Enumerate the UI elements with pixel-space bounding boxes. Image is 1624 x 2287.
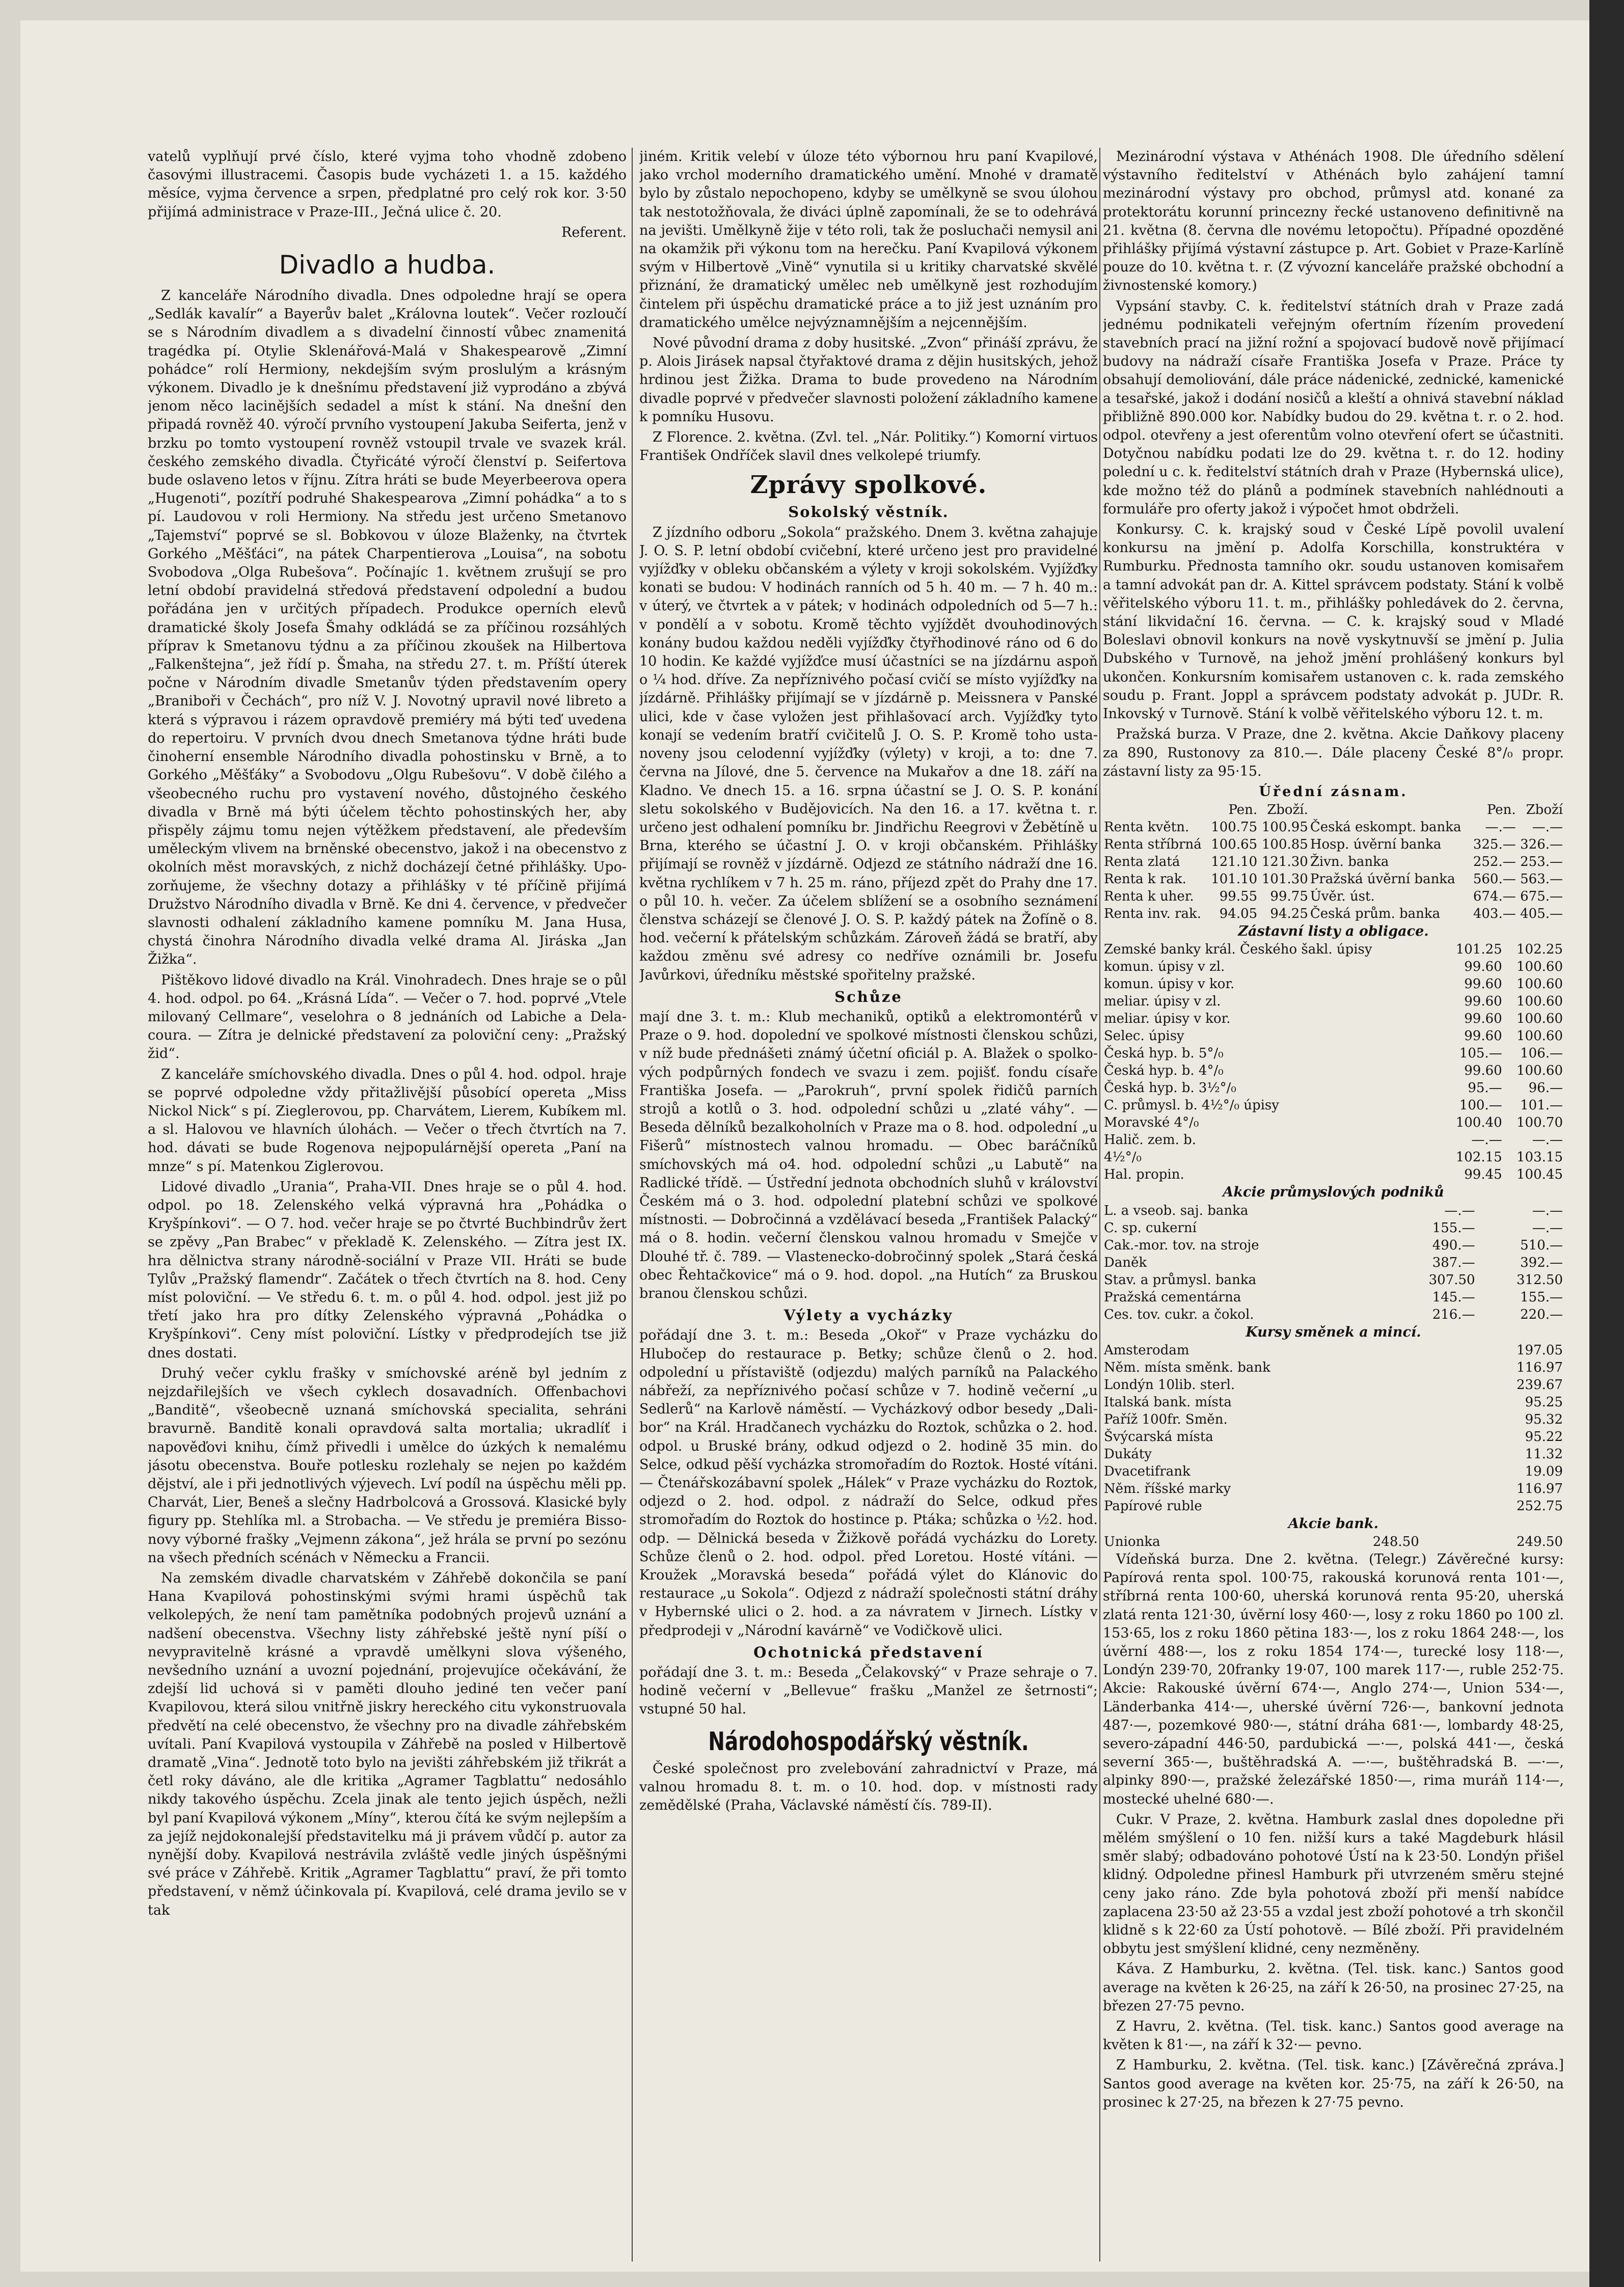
row-label: Úvěr. úst. (1310, 889, 1375, 905)
section-heading-economy: Národohospodářský věstník. (708, 1726, 1029, 1756)
row-label: Moravské 4°/₀ (1104, 1115, 1199, 1131)
table-row (1103, 1271, 1564, 1289)
row-label: Zemské banky král. Českého šakl. úpisy (1104, 942, 1372, 958)
row-value: 101.— (1520, 1098, 1563, 1113)
column-rule (1099, 148, 1100, 2262)
table-row (1103, 1376, 1564, 1394)
row-label: C. sp. cukerní (1104, 1220, 1197, 1236)
row-value: 100.75 (1211, 820, 1258, 835)
article-paragraph: Z kanceláře Národního divadla. Dnes odpoledne hrají se opera „Sedlák kavalír“ a Bayerův balet „Královna loutek“. Večer rozloučí se s Národním divadlem a s divadelní činností vůbec znamenitá tragédka pí. Otylie Sklenářová-Malá v Shakespearově „Zimní pohádce“ rolí Hermiony, nekdejším svým proslulým a krásným výkonem. Divadlo je k dnešnímu představení již vyprodáno a zbývá jenom něco lacinějších sedadel a míst k stání. Na dnešní den připadá rovněž 40. výročí prvního vystoupení Jakuba Seiferta, jenž v brzku po tomto vystoupení rovněž vstoupil trvale ve svazek král. českého zemského divadla. Čtyřicáté výročí členství p. Seifertova bude oslaveno letos v říjnu. Zítra hráti se bude Meyerbeerova opera „Hugenoti“, pozítří podruhé Shakespearova „Zimní pohádka“ a to s pí. Laudovou v roli Hermiony. Na středu jest určeno Smetanovo „Tajemství“ poprvé se sl. Bobkovou v úloze Blaženky, na čtvrtek Gorkého „Měšťáci“, na pátek Charpentierova „Louisa“, na sobotu Svobodova „Olga Rubešova“. Počínajíc 1. květnem zrušují se pro letní období pravidelná středová představení odpolední a budou pořádána jen v určitých případech. Produkce operních elevů dramatické školy Josefa Šmahy odkládá se za příčinou rozsáhlých příprav k Smetanovu týdnu a za příčinou zkoušek na Hilbertova „Falkenštejna“, jež řídí p. Šmaha, na středu 27. t. m. Příští úterek počne v Národním divadle Smetanův týden představením opery „Braniboři v Čechách“, pro níž V. J. Novotný upravil nové libreto a která s výpravou i rázem opravdově premiéry má býti teď uvedena do repertoiru. V prvních dvou dnech Smetanova týdne hráti bude činoherní ensemble Národního divadla pohostinsku v Brně, a to Gorkého „Měšťáky“ a Svobodovu „Olgu Rubešovu“. V době čilého a všeobecného ruchu pro vystavení nového, důstojného českého divadla v Brně má býti účelem těchto pohostinských her, aby přispěly zájmu tomu nejen výtěžkem představení, ale především uměleckým vlivem na brněnské obecenstvo, jakož i na obecenstvo z okolních měst moravských, z nichž docházejí četné přihlášky. Upozorňujeme, že všechny dotazy a přihlášky v té příčině přijímá Družstvo Národního divadla v Brně. Ke dni 4. července, v předvečer slavnosti odhalení základního kamene pomníku M. Jana Husa, chystá činohra Národního divadla velké drama Al. Jiráska „Jan Žižka“. (148, 288, 627, 968)
row-value: 99.55 (1219, 889, 1258, 905)
row-value: 105.— (1459, 1046, 1502, 1061)
row-label: Renta k uher. (1104, 889, 1194, 905)
row-label: Něm. místa směnk. bank (1104, 1359, 1270, 1375)
row-value: 252.75 (1517, 1498, 1563, 1514)
row-value: 674.— (1473, 889, 1516, 905)
row-label: Pražská úvěrní banka (1310, 872, 1455, 887)
row-value: 325.— (1473, 837, 1516, 853)
row-label: Živn. banka (1310, 854, 1389, 870)
article-paragraph: Pištěkovo lidové divadlo na Král. Vinohradech. Dnes hraje se o půl 4. hod. odpol. po 64. „Krásná Lída“. — Večer o 7. hod. poprvé „Vtele milovaný Cellmare“, veselohra o 8 jednáních od Labiche a Delacoura. — Zítra je delnické představení za poloviční ceny: „Pražský žid“. (148, 972, 627, 1062)
industrial-shares-body (1103, 1202, 1564, 1323)
row-value: 95.— (1468, 1080, 1502, 1096)
bank-shares-table (1103, 1533, 1564, 1550)
subheading-meetings: Schůze (834, 988, 903, 1005)
subheading-sokol: Sokolský věstník. (788, 503, 949, 521)
row-value: 100.70 (1517, 1115, 1563, 1131)
article-paragraph: jiném. Kritik velebí v úloze této výbornou hru paní Kvapilové, jako vrchol moderního dramatického umění. Mnohé v dramatě bylo by zůstalo nepochopeno, kdyby se umělkyně se svou úlohou tak nestotožňovala, že diváci úplně zapomínali, že se to odehrává na jevišti. Umělkyně žije v této roli, tak že posluchači nemysil ani na okamžik při výkonu tom na herečku. Paní Kvapilová výkonem svým v Hilbertově „Vině“ vynutila si u kritiky charvatské skvělé přiznání, že dramatický umělec neb umělkyně jest rozhodujím čintelem při úspěchu dramatické práce a to již jest uznáním pro dramatického umělce nejvýznamnějším a nejcennějším. (639, 149, 1098, 331)
row-value: 253.— (1520, 854, 1563, 870)
table-row (1103, 870, 1564, 888)
table-row (1103, 1533, 1564, 1550)
row-value: 100.60 (1517, 976, 1563, 992)
row-value: 11.32 (1525, 1446, 1563, 1462)
article-paragraph: Z jízdního odboru „Sokola“ pražského. Dnem 3. května zahajuje J. O. S. P. letní období cvičební, které určeno jest pro pravidelné vyjížďky v obleku občanském a výlety v kroji sokolském. Vyjížďky konati se budou: V hodinách ranních od 5 h. 40 m. — 7 h. 40 m.: v úterý, ve čtvrtek a v pátek; v hodinách odpoledních od 5—7 h.: v pondělí a v sobotu. Kromě těchto vyjíždět dvouhodinových konány budou každou neděli vyjížďky čtyřhodinové ráno od 6 do 10 hodin. Ke každé vyjížďce musí účastníci se na jízdárnu aspoň o ¼ hod. dříve. Za nepříznivého počasí cvičí se místo vyjížďky na jízdárně. Přihlášky přijímají se v jízdárně p. Meissnera v Panské ulici, kde v čase vyložen jest přihlašovací arch. Vyjížďky tyto konají se vedením bratří cvičitelů J. O. S. P. Kromě toho ustanoveny jsou celodenní vyjížďky (výlety) v kroji, a to: dne 7. června na Jílové, dne 5. července na Mukařov a dne 18. září na Kladno. Ve dnech 15. a 16. srpna účastní se J. O. S. P. konání sletu sokolského v Budějovicích. Na den 16. a 17. května t. r. určeno jest odhalení pomníku br. Jindřichu Reegrovi v Žebětíně u Brna, kterého se účastní J. O. v kroji občanském. Přihlášky přijímají se rovněž v jízdárně. Odjezd ze státního nádraží dne 16. května rychlíkem v 7 h. 25 m. ráno, příjezd zpět do Prahy dne 17. o půl 10. h. večer. Za účelem sblížení se a osobního seznámení členstva scházejí se členové J. O. S. P. každý pátek na Žofíně o 8. hod. večerní k přátelským schůzkám. Zároveň žádá se bratří, aby každou změnu své adresy co nedříve oznámili br. Josefu Javůrkovi, úředníku městské spořitelny pražské. (639, 524, 1098, 983)
intro-signature: Referent. (561, 224, 627, 240)
row-value: 405.— (1520, 906, 1563, 922)
table-row (1103, 888, 1564, 905)
row-label: Česká prům. banka (1310, 906, 1441, 922)
table-row (1103, 1411, 1564, 1428)
row-value: 121.30 (1261, 854, 1308, 870)
table-row (1103, 1097, 1564, 1114)
row-value: 312.50 (1517, 1272, 1563, 1288)
table-row (1103, 1306, 1564, 1323)
row-label: Hosp. úvěrní banka (1310, 837, 1442, 853)
row-label: C. průmysl. b. 4½°/₀ úpisy (1104, 1098, 1279, 1113)
table-row (1103, 941, 1564, 958)
bank-shares-heading: Akcie bank. (1288, 1515, 1379, 1532)
table-row (1103, 958, 1564, 975)
article-paragraph: mají dne 3. t. m.: Klub mechaniků, optiků a elektromontérů v Praze o 9. hod. dopolední ve spolkové místnosti členskou schůzi, v níž bude přednášeti známý účetní oficiál p. A. Blažek o spolkových podpůrných fondech ve svazu i zem. pojišť. fondu císaře Františka Josefa. — „Parokruh“, první spolek řidičů parních strojů a kotlů o 3. hod. odpolední schůzi u „zlaté váhy“. — Beseda dělníků bezalkoholních v Praze ma o 8. hod. odpolední „u Fišerů“ místnostech valnou hromadu. — Obec baráčníků smíchovských má o4. hod. odpolední schůzi „u Labutě“ na Radlické třídě. — Ústřední jednota obchodních sluhů v království Českém má o 3. hod. odpolední platební schůzi ve spolkové místnosti. — Dobročinná a vzdělávací beseda „František Palacký“ má o 8. hodin. večerní členskou valnou hromadu v Smejče v Dlouhé tř. č. 789. — Vlastenecko-dobročinný spolek „Stará česká obec Řehtačkovice“ má o 9. hod. dopol. „na Hutích“ za Bruskou branou členskou schůzi. (639, 1009, 1098, 1301)
row-label: Renta stříbrná (1104, 837, 1202, 853)
newspaper-page (20, 20, 1589, 2272)
row-value: —.— (1532, 1203, 1563, 1218)
table-row (1103, 1149, 1564, 1166)
table-row (1103, 1062, 1564, 1079)
row-label: Hal. propin. (1104, 1167, 1184, 1183)
table-row (1103, 993, 1564, 1010)
table-row (1103, 1498, 1564, 1515)
row-value: 239.67 (1517, 1377, 1563, 1393)
row-value: 99.45 (1464, 1167, 1502, 1183)
row-value: 101.25 (1455, 942, 1502, 958)
row-value: 100.95 (1261, 820, 1308, 835)
row-label: Italská bank. místa (1104, 1394, 1232, 1410)
article-paragraph: Na zemském divadle charvatském v Záhřebě dokončila se paní Hana Kvapilová pohostinskými svými hrami úspěchů tak velkolepých, že není tam pamětníka podobných projevů uznání a nadšení obecenstva. Všechny listy záhřebské ještě nyní píší o nevypravitelně krásné a vpravdě umělkyni slova výšeného, nevšedního uznání a uvozní pojednání, projevujíce očekávání, že zdejší lid uchová si v paměti dlouho jediné ten večer paní Kvapilovou, která silou vnitřně jiskry hereckého citu vykonstruovala předvětí na celé obecenstvo, že všechny pro na divadle záhřebském uvítali. Paní Kvapilová vystoupila v Záhřebě na posled v Hilbertově dramatě „Vina“. Jednotě toto bylo na jevišti záhřebském již třikrát a četl roky dáváno, ale dle kritika „Agramer Tagblattu“ nedosáhlo nikdy takového úspěchu. Zcela jinak ale tento jejich úspěch, nežli byl paní Kvapilová výkonem „Míny“, kterou čítá ke svým nejlepším a za jejíž nejdokonalejší představitelku má ji právem vůdčí p. autor za nynější doby. Kvapilová nestrávila zvláště vedle jiných úspěšnými své práce v Záhřebě. Kritik „Agramer Tagblattu“ praví, že při tomto představení, v němž účinkovala pí. Kvapilová, celé drama jevilo se v tak (148, 1570, 627, 1918)
table-row (1103, 1342, 1564, 1359)
row-value: 563.— (1520, 872, 1563, 887)
row-value: 216.— (1432, 1306, 1475, 1322)
row-value: 99.60 (1464, 976, 1502, 992)
row-label: Daněk (1104, 1255, 1147, 1270)
row-value: 100.60 (1517, 959, 1563, 975)
row-value: 94.25 (1270, 906, 1308, 922)
table-row (1103, 905, 1564, 922)
row-value: 100.— (1459, 1098, 1502, 1113)
column-1 (148, 148, 627, 1922)
row-label: Cak.-mor. tov. na stroje (1104, 1237, 1259, 1253)
row-label: Dukáty (1104, 1446, 1152, 1462)
row-value: 101.30 (1261, 872, 1308, 887)
article-paragraph: Druhý večer cyklu frašky v smíchovské aréně byl jedním z nejzdařilejších ve všech cyklech dosavadních. Offenbachovi „Banditě“, všeobecně uznaná smíchovská specialita, sehráni bravurně. Banditě konali opravdová salta mortalia; ukradlíť i napověďovi knihu, čímž přivedli i umělce do úzkých k nemalému jásotu obecenstva. Bouře potlesku rozlehaly se nejen po každém dějství, ale i při jednotlivých výjevech. Lví podíl na úspěchu měli pp. Charvát, Lier, Beneš a slečny Hadrbolcová a Grossová. Klasické byly figury pp. Stehlíka ml. a Strobacha. — Ve středu je premiéra Bissonovy výborné frašky „Vejmenn zákona“, jež hrála se první po sezónu na všech předních scénách v Německu a Francii. (148, 1365, 627, 1566)
table-row (1103, 975, 1564, 993)
article-paragraph: Káva. Z Hamburku, 2. května. (Tel. tisk. kanc.) Santos good average na květen k 26·25, na září k 26·50, na prosinec 27·25, na březen 27·75 pevno. (1103, 1961, 1564, 2014)
section-heading-clubs: Zprávy spolkové. (750, 471, 987, 500)
article-paragraph: České společnost pro zvelebování zahradnictví v Praze, má valnou hromadu 8. t. m. o 10. hod. dop. v místnosti rady zemědělské (Praha, Václavské náměstí čís. 789-II). (639, 1760, 1098, 1814)
row-label: Selec. úpisy (1104, 1028, 1184, 1044)
scan-edge (1589, 0, 1624, 2287)
row-value: 560.— (1473, 872, 1516, 887)
subheading-amateur-theatre: Ochotnická představení (753, 1643, 984, 1661)
article-paragraph: Pražská burza. V Praze, dne 2. května. Akcie Daňkovy placeny za 890, Rustonovy za 810.—. Dále placeny České 8°/₀ propr. zástavní listy za 95·15. (1103, 726, 1564, 779)
table-row (1103, 1428, 1564, 1446)
row-label: Papírové ruble (1104, 1498, 1202, 1514)
row-value: 99.60 (1464, 1011, 1502, 1027)
row-value: —.— (1532, 1220, 1563, 1236)
table-row (1103, 1480, 1564, 1498)
bonds-table-body (1103, 941, 1564, 1183)
row-value: 197.05 (1517, 1342, 1563, 1358)
row-value: 116.97 (1517, 1481, 1563, 1496)
row-value: 387.— (1432, 1255, 1475, 1270)
exchange-table-body (1103, 1342, 1564, 1515)
row-value: 145.— (1432, 1289, 1475, 1305)
table-row (1103, 1446, 1564, 1463)
row-value: 96.— (1528, 1080, 1563, 1096)
intro-paragraph: vatelů vyplňují prvé číslo, které vyjma toho vhodně zdobeno časovými illustracemi. Časopis bude vycházeti 1. a 15. každého měsíce, vyjma července a srpen, předplatné pro celý rok kor. 3·50 přijímá administrace v Praze-III., Ječná ulice č. 20. (148, 149, 627, 220)
row-value: 100.60 (1517, 1028, 1563, 1044)
row-value: 155.— (1432, 1220, 1475, 1236)
industrial-shares-table (1103, 1202, 1564, 1323)
row-label: Ces. tov. cukr. a čokol. (1104, 1306, 1254, 1322)
row-label: Švýcarská místa (1104, 1429, 1213, 1445)
row-value: 220.— (1520, 1306, 1563, 1322)
article-paragraph: Z Hamburku, 2. května. (Tel. tisk. kanc.) [Závěrečná zpráva.] Santos good average na květen kor. 25·75, na září k 26·50, na prosinec k 27·25, na březen k 27·75 pevno. (1103, 2057, 1564, 2110)
row-value: 100.85 (1261, 837, 1308, 853)
row-value: 155.— (1520, 1289, 1563, 1305)
table-row (1103, 1045, 1564, 1062)
table-row (1103, 1114, 1564, 1131)
row-label: Londýn 10lib. sterl. (1104, 1377, 1235, 1393)
article-paragraph: pořádají dne 3. t. m.: Beseda „Okoř“ v Praze vycházku do Hlubočep do restaurace p. Betky; schůze členů o 2. hod. odpolední u přístaviště (odjezdu) malých parníků na Palackého nábřeží, za nepříznivého počasí schůze v 7. hodině večerní „u Sedlerů“ na Karlově náměstí. — Vycházkový odbor besedy „Dalibor“ na Král. Hradčanech vycházku do Roztok, schůzka o 2. hod. odpol. u Bruské brány, odkud odjezd o 2. hodině 35 min. do Selce, odkud pěší vycházka stromořadím do Roztok. Hosté vítáni. — Čtenářskozábavní spolek „Hálek“ v Praze vycházku do Roztok, odjezd o 2. hod. odpol. z nádraží do Selce, odkud přes stromořadím do Roztok do hostince p. Ptáka; schůzka o ½2. hod. odp. — Dělnická beseda v Žižkově pořádá vycházku do Lorety. Schůze členů o 2. hod. odpol. před Loretou. Hosté vítáni. — Kroužek „Moravská beseda“ pořádá výlet do Klánovic do restaurace „u Sokola“. Odjezd z nádraží společnosti státní dráhy v Hybernské ulici o 2. hod. a za návratem v Jirnech. Lístky v předprodeji v „Národní kavárně“ ve Vodičkově ulici. (639, 1327, 1098, 1639)
table-col-header: Pen. (1486, 802, 1516, 818)
table-row (1103, 1289, 1564, 1306)
table-row (1103, 819, 1564, 836)
row-label: Česká hyp. b. 5°/₀ (1104, 1046, 1224, 1061)
row-label: Unionka (1104, 1534, 1160, 1549)
row-value: 248.50 (1372, 1534, 1419, 1549)
article-paragraph: Vídeňská burza. Dne 2. května. (Telegr.) Závěrečné kursy: Papírová renta spol. 100·75, rakouská korunová renta 101·—, stříbrná renta 100·60, uherská korunová renta 95·20, uherská zlatá renta 121·30, úvěrní losy 460·—, losy z roku 1860 po 100 zl. 153·65, los z roku 1860 pětina 183·—, los z roku 1864 248·—, los úvěrní 488·—, los z roku 1854 174·—, turecké losy 118·—, Londýn 239·70, 20franky 19·07, 100 marek 117·—, ruble 252·75. Akcie: Rakouské úvěrní 674·—, Anglo 274·—, Union 534·—, Länderbanka 414·—, uherské úvěrní 726·—, bankovní jednota 487·—, pozemkové 980·—, státní dráha 681·—, lombardy 48·25, severo-západní 446·50, pardubická —·—, polská 441·—, česká severní 365·—, buštěhradská A. —·—, buštěhradská B. —·—, alpinky 890·—, pražské železářské 1850·—, rima muráň 114·—, mostecké uhelné 680·—. (1103, 1551, 1564, 1807)
exchange-table (1103, 1342, 1564, 1515)
row-value: 249.50 (1517, 1534, 1563, 1549)
table-row (1103, 1359, 1564, 1376)
row-label: komun. úpisy v zl. (1104, 959, 1225, 975)
row-value: 252.— (1473, 854, 1516, 870)
bonds-table (1103, 941, 1564, 1183)
row-label: meliar. úpisy v zl. (1104, 994, 1221, 1010)
row-value: 99.60 (1464, 1028, 1502, 1044)
row-value: 100.65 (1211, 837, 1258, 853)
row-value: 99.60 (1464, 994, 1502, 1010)
row-value: 102.25 (1517, 942, 1563, 958)
table-row (1103, 1131, 1564, 1149)
rates-table-heading: Úřední zásnam. (1259, 783, 1408, 800)
table-col-header: Pen. (1228, 802, 1258, 818)
row-value: 95.25 (1525, 1394, 1563, 1410)
row-label: komun. úpisy v kor. (1104, 976, 1235, 992)
table-col-header: Zboží. (1267, 802, 1308, 818)
article-paragraph: Z kanceláře smíchovského divadla. Dnes o půl 4. hod. odpol. hraje se poprvé odpoledne vždy přitažlivější působící opereta „Miss Nickol Nick“ s pí. Zieglerovou, pp. Charvátem, Lierem, Kubíkem ml. a sl. Halovou ve hlavních úlohách. — Večer o třech čtvrtích na 7. hod. dávati se bude Rogenova nejpopulárnější opereta „Paní na mnze“ s pí. Matenkou Ziglerovou. (148, 1066, 627, 1175)
row-value: —.— (1471, 1132, 1502, 1148)
row-value: 675.— (1520, 889, 1563, 905)
exchange-heading: Kursy směnek a mincí. (1246, 1324, 1421, 1340)
table-row (1103, 1010, 1564, 1027)
table-col-header: Zboží (1526, 802, 1563, 818)
row-label: Amsterodam (1104, 1342, 1189, 1358)
row-label: Česká hyp. b. 3½°/₀ (1104, 1080, 1236, 1096)
row-value: 99.60 (1464, 1063, 1502, 1079)
row-value: 94.05 (1219, 906, 1258, 922)
table-row (1103, 1463, 1564, 1480)
article-paragraph: Z Florence. 2. května. (Zvl. tel. „Nár. Politiky.“) Komorní virtuos František Ondříček slavil dnes velkolepé triumfy. (639, 429, 1098, 464)
row-value: 103.15 (1517, 1150, 1563, 1165)
article-paragraph: Vypsání stavby. C. k. ředitelství státních drah v Praze zadá jednému podnikateli veřejným ofertním řízením provedení stavebních prací na jižní rožní a spojovací budově nově přijímací budovy na nádraží císaře Františka Josefa v Praze. Práce ty obsahují demoliování, dále práce nádenické, zednické, kamenické a tesařské, jakož i dodání nosičů a kleští a ohnivá stavební náklad přibližně 890.000 kor. Nabídky budou do 29. května t. r. o 2. hod. odpol. otevřeny a jest oferentům volno otevření ofert se účastniti. Dotyčnou nabídku podati lze do 29. května t. r. do 12. hodiny polední u c. k. ředitelství státních drah v Praze (Hybernská ulice), kde možno též do plánů a podmínek stavebních nahlédnouti a formuláře pro oferty jakož i výpočet hmot obdrželi. (1103, 298, 1564, 517)
article-paragraph: pořádají dne 3. t. m.: Beseda „Čelakovský“ v Praze sehraje o 7. hodině večerní v „Bellevue“ frašku „Manžel ze šetrnosti“; vstupné 50 hal. (639, 1665, 1098, 1718)
row-value: —.— (1532, 1132, 1563, 1148)
article-paragraph: Cukr. V Praze, 2. května. Hamburk zaslal dnes dopoledne při mělém smýšlení o 10 fen. nižší kurs a také Magdeburk hlásil směr slabý; odbadováno pohotové Ústí na k 23·50. Londýn přišel klidný. Odpoledne přinesl Hamburk při utvrzeném směru stejné ceny jako ráno. Zde byla pohotová zboží při menší nabídce zaplacena 23·50 až 23·55 a vzdal jest zboží pohotové a trh skončil klidně s k 22·60 za Ústí pohotově. — Bílé zboží. Při pravidelném obbytu jest smýšlení klidné, ceny nezměněny. (1103, 1811, 1564, 1957)
row-label: Renta zlatá (1104, 854, 1180, 870)
table-row (1103, 1027, 1564, 1045)
table-row (1103, 853, 1564, 870)
row-value: 116.97 (1517, 1359, 1563, 1375)
row-label: Renta květn. (1104, 820, 1189, 835)
table-row (1103, 1219, 1564, 1237)
row-value: 392.— (1520, 1255, 1563, 1270)
row-value: 307.50 (1428, 1272, 1475, 1288)
industrial-shares-heading: Akcie průmyslových podniků (1223, 1184, 1444, 1201)
row-value: 101.10 (1211, 872, 1258, 887)
row-label: Renta inv. rak. (1104, 906, 1202, 922)
row-label: Dvacetifrank (1104, 1463, 1190, 1479)
rates-table (1103, 801, 1564, 922)
table-row (1103, 1166, 1564, 1183)
row-label: Paříž 100fr. Směn. (1104, 1411, 1228, 1427)
row-label: Něm. říšské marky (1104, 1481, 1231, 1496)
column-3 (1103, 148, 1564, 2114)
row-label: 4½°/₀ (1104, 1150, 1142, 1165)
column-2 (639, 148, 1098, 1817)
row-label: Renta k rak. (1104, 872, 1186, 887)
row-label: Stav. a průmysl. banka (1104, 1272, 1257, 1288)
row-value: 99.60 (1464, 959, 1502, 975)
table-row (1103, 1394, 1564, 1411)
row-label: meliar. úpisy v kor. (1104, 1011, 1231, 1027)
row-label: Česká eskompt. banka (1310, 820, 1461, 835)
row-value: —.— (1532, 820, 1563, 835)
row-value: 99.75 (1270, 889, 1308, 905)
table-row (1103, 1202, 1564, 1219)
article-paragraph: Mezinárodní výstava v Athénách 1908. Dle úředního sdělení výstavního ředitelství v Athénách bylo zahájení tamní mezinárodní výstavy pro obchod, průmysl atd. konané za protektorátu korunní princezny řecké ustanoveno definitivně na 21. května (8. června dle novému letopočtu). Případné opozděné přihlášky přijímá výstavní zástupce p. Art. Gobiet v Praze-Karlíně pouze do 10. května t. r. (Z vývozní kanceláře pražské obchodní a živnostenské komory.) (1103, 149, 1564, 294)
row-value: 102.15 (1455, 1150, 1502, 1165)
bonds-heading: Zástavní listy a obligace. (1238, 923, 1429, 940)
row-value: 95.32 (1525, 1411, 1563, 1427)
column-rule (632, 148, 633, 2262)
table-row (1103, 1079, 1564, 1097)
section-heading-theatre: Divadlo a hudba. (279, 250, 496, 280)
table-row (1103, 1254, 1564, 1271)
row-value: 326.— (1520, 837, 1563, 853)
article-paragraph: Konkursy. C. k. krajský soud v České Lípě povolil uvalení konkursu na jmění p. Adolfa Korschilla, konstruktéra v Rumburku. Přednosta tamního okr. soudu ustanoven komisařem a tamní advokát pan dr. A. Kittel správcem podstaty. Stání k volbě věřitelského výboru 11. t. m., přihlášky pohledávek do 2. června, stání likvidační 16. června. — C. k. krajský soud v Mladé Boleslavi obnovil konkurs na nově vyskytnuvší se jmění p. Julia Dubského v Turnově, na jehož jmění prohlášený konkurs byl ukončen. Konkursním komisařem ustanoven c. k. rada zemského soudu p. Frant. Joppl a správcem podstaty advokát p. JUDr. R. Inkovský v Turnově. Stání k volbě věřitelského výboru 12. t. m. (1103, 522, 1564, 722)
row-label: Česká hyp. b. 4°/₀ (1104, 1063, 1224, 1079)
row-value: 100.45 (1517, 1167, 1563, 1183)
row-label: Pražská cementárna (1104, 1289, 1241, 1305)
row-value: 100.40 (1455, 1115, 1502, 1131)
row-value: 121.10 (1211, 854, 1258, 870)
row-value: —.— (1444, 1203, 1475, 1218)
row-value: 100.60 (1517, 994, 1563, 1010)
article-paragraph: Nové původní drama z doby husitské. „Zvon“ přináší zprávu, že p. Alois Jirásek napsal čtyřaktové drama z dějin husitských, jehož hrdinou jest Žižka. Drama to bude provedeno na Národním divadle poprvé v předvečer slavnosti položení základního kamene k pomníku Husovu. (639, 335, 1098, 425)
article-paragraph: Z Havru, 2. května. (Tel. tisk. kanc.) Santos good average na květen k 81·—, na září k 32·— pevno. (1103, 2019, 1564, 2053)
table-row (1103, 836, 1564, 853)
article-paragraph: Lidové divadlo „Urania“, Praha-VII. Dnes hraje se o půl 4. hod. odpol. po 18. Zelenského velká výpravná hra „Pohádka o Kryšpínkovi“. — O 7. hod. večer hraje se po čtvrté Buchbindrův žert se zpěvy „Pan Brabec“ v překladě K. Zelenského. — Zítra jest IX. hra dělnictva strany národně-sociální v Praze VII. Hráti se bude Tylův „Pražský flamendr“. Začátek o třech čtvrtích na 8. hod. Ceny míst poloviční. — Ve středu 6. t. m. o půl 4. hod. odpol. jest již po třetí jako hra pro dítky Zelenského výpravná „Pohádka o Kryšpínkovi“. Ceny míst poloviční. Lístky v předprodejích tse již dnes dostati. (148, 1179, 627, 1361)
row-value: 100.60 (1517, 1063, 1563, 1079)
row-value: 403.— (1473, 906, 1516, 922)
subheading-trips: Výlety a vycházky (783, 1306, 954, 1324)
row-value: 510.— (1520, 1237, 1563, 1253)
row-value: 100.60 (1517, 1011, 1563, 1027)
row-value: 106.— (1520, 1046, 1563, 1061)
rates-table-body (1103, 819, 1564, 922)
row-value: 490.— (1432, 1237, 1475, 1253)
table-row (1103, 1237, 1564, 1254)
row-label: L. a vseob. saj. banka (1104, 1203, 1249, 1218)
row-value: 19.09 (1525, 1463, 1563, 1479)
row-label: Halič. zem. b. (1104, 1132, 1197, 1148)
row-value: 95.22 (1525, 1429, 1563, 1445)
row-value: —.— (1485, 820, 1516, 835)
